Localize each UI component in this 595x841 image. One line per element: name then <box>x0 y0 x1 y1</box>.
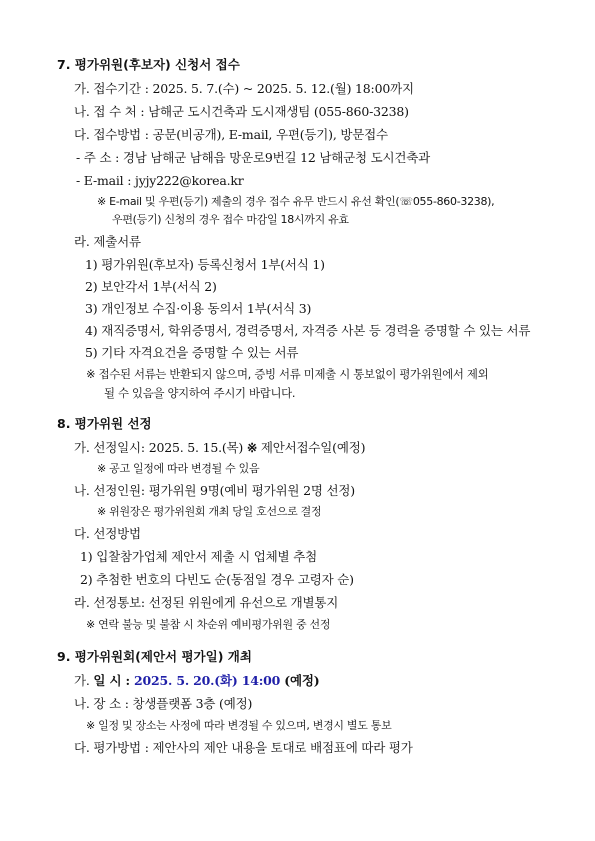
s9-date-tail: (예정) <box>280 673 320 688</box>
section-7-title: 7. 평가위원(후보자) 신청서 접수 <box>57 57 240 72</box>
s7-doc-item-3: 3) 개인정보 수집·이용 동의서 1부(서식 3) <box>85 301 312 316</box>
s7-note2a: ※ 접수된 서류는 반환되지 않으며, 증빙 서류 미제출 시 통보없이 평가위원에서 제외 <box>86 367 489 381</box>
s9-date-label-bold: 일 시 : <box>93 673 135 688</box>
s7-note2b: 될 수 있음을 양지하여 주시기 바랍니다. <box>104 386 296 400</box>
s8-method-heading: 다. 선정방법 <box>74 526 141 541</box>
s8-method-2: 2) 추첨한 번호의 다빈도 순(동점일 경우 고령자 순) <box>80 572 354 587</box>
section-8-title: 8. 평가위원 선정 <box>57 416 152 431</box>
s9-date-label: 가. <box>74 673 94 688</box>
s8-count: 나. 선정인원: 평가위원 9명(예비 평가위원 2명 선정) <box>74 483 355 498</box>
s8-date-text: 가. 선정일시: 2025. 5. 15.(목) <box>74 440 247 455</box>
s8-notice: 라. 선정통보: 선정된 위원에게 유선으로 개별통지 <box>74 595 339 610</box>
s8-method-1: 1) 입찰참가업체 제안서 제출 시 업체별 추첨 <box>80 549 317 564</box>
s7-email: - E-mail : jyjy222@korea.kr <box>76 173 244 188</box>
s9-date-value: 2025. 5. 20.(화) 14:00 <box>134 673 281 688</box>
s7-doc-item-1: 1) 평가위원(후보자) 등록신청서 1부(서식 1) <box>85 257 325 272</box>
s9-method: 다. 평가방법 : 제안사의 제안 내용을 토대로 배점표에 따라 평가 <box>74 740 413 755</box>
s7-note1b: 우편(등기) 신청의 경우 접수 마감일 18시까지 유효 <box>112 213 349 226</box>
s7-note1a: ※ E-mail 및 우편(등기) 제출의 경우 접수 유무 반드시 유선 확인(☏055-860-3238), <box>97 195 495 208</box>
s9-place: 나. 장 소 : 창생플랫폼 3층 (예정) <box>74 696 253 711</box>
s8-note-b: ※ 위원장은 평가위원회 개최 당일 호선으로 결정 <box>97 505 322 518</box>
s7-period: 가. 접수기간 : 2025. 5. 7.(수) ~ 2025. 5. 12.(월) 18:00까지 <box>74 81 414 96</box>
s8-date-tail: 제안서접수일(예정) <box>257 440 366 455</box>
s7-doc-item-2: 2) 보안각서 1부(서식 2) <box>85 279 217 294</box>
s7-method: 다. 접수방법 : 공문(비공개), E-mail, 우편(등기), 방문접수 <box>74 127 388 142</box>
s7-doc-item-4: 4) 재직증명서, 학위증명서, 경력증명서, 자격증 사본 등 경력을 증명할 수 있는 서류 <box>85 323 531 338</box>
s9-date <box>74 675 320 688</box>
section-9-title: 9. 평가위원회(제안서 평가일) 개최 <box>57 649 252 664</box>
s7-doc-item-5: 5) 기타 자격요건을 증명할 수 있는 서류 <box>85 345 299 360</box>
s8-date <box>74 442 365 455</box>
s8-note-a: ※ 공고 일정에 따라 변경될 수 있음 <box>97 462 260 475</box>
reference-mark-icon: ※ <box>246 440 258 455</box>
s7-place: 나. 접 수 처 : 남해군 도시건축과 도시재생팀 (055-860-3238) <box>74 104 409 119</box>
s8-note-c: ※ 연락 불능 및 불참 시 차순위 예비평가위원 중 선정 <box>86 618 331 631</box>
s9-note: ※ 일정 및 장소는 사정에 따라 변경될 수 있으며, 변경시 별도 통보 <box>86 719 392 732</box>
s7-docs-heading: 라. 제출서류 <box>74 234 141 249</box>
s7-address: - 주 소 : 경남 남해군 남해읍 망운로9번길 12 남해군청 도시건축과 <box>76 150 431 165</box>
